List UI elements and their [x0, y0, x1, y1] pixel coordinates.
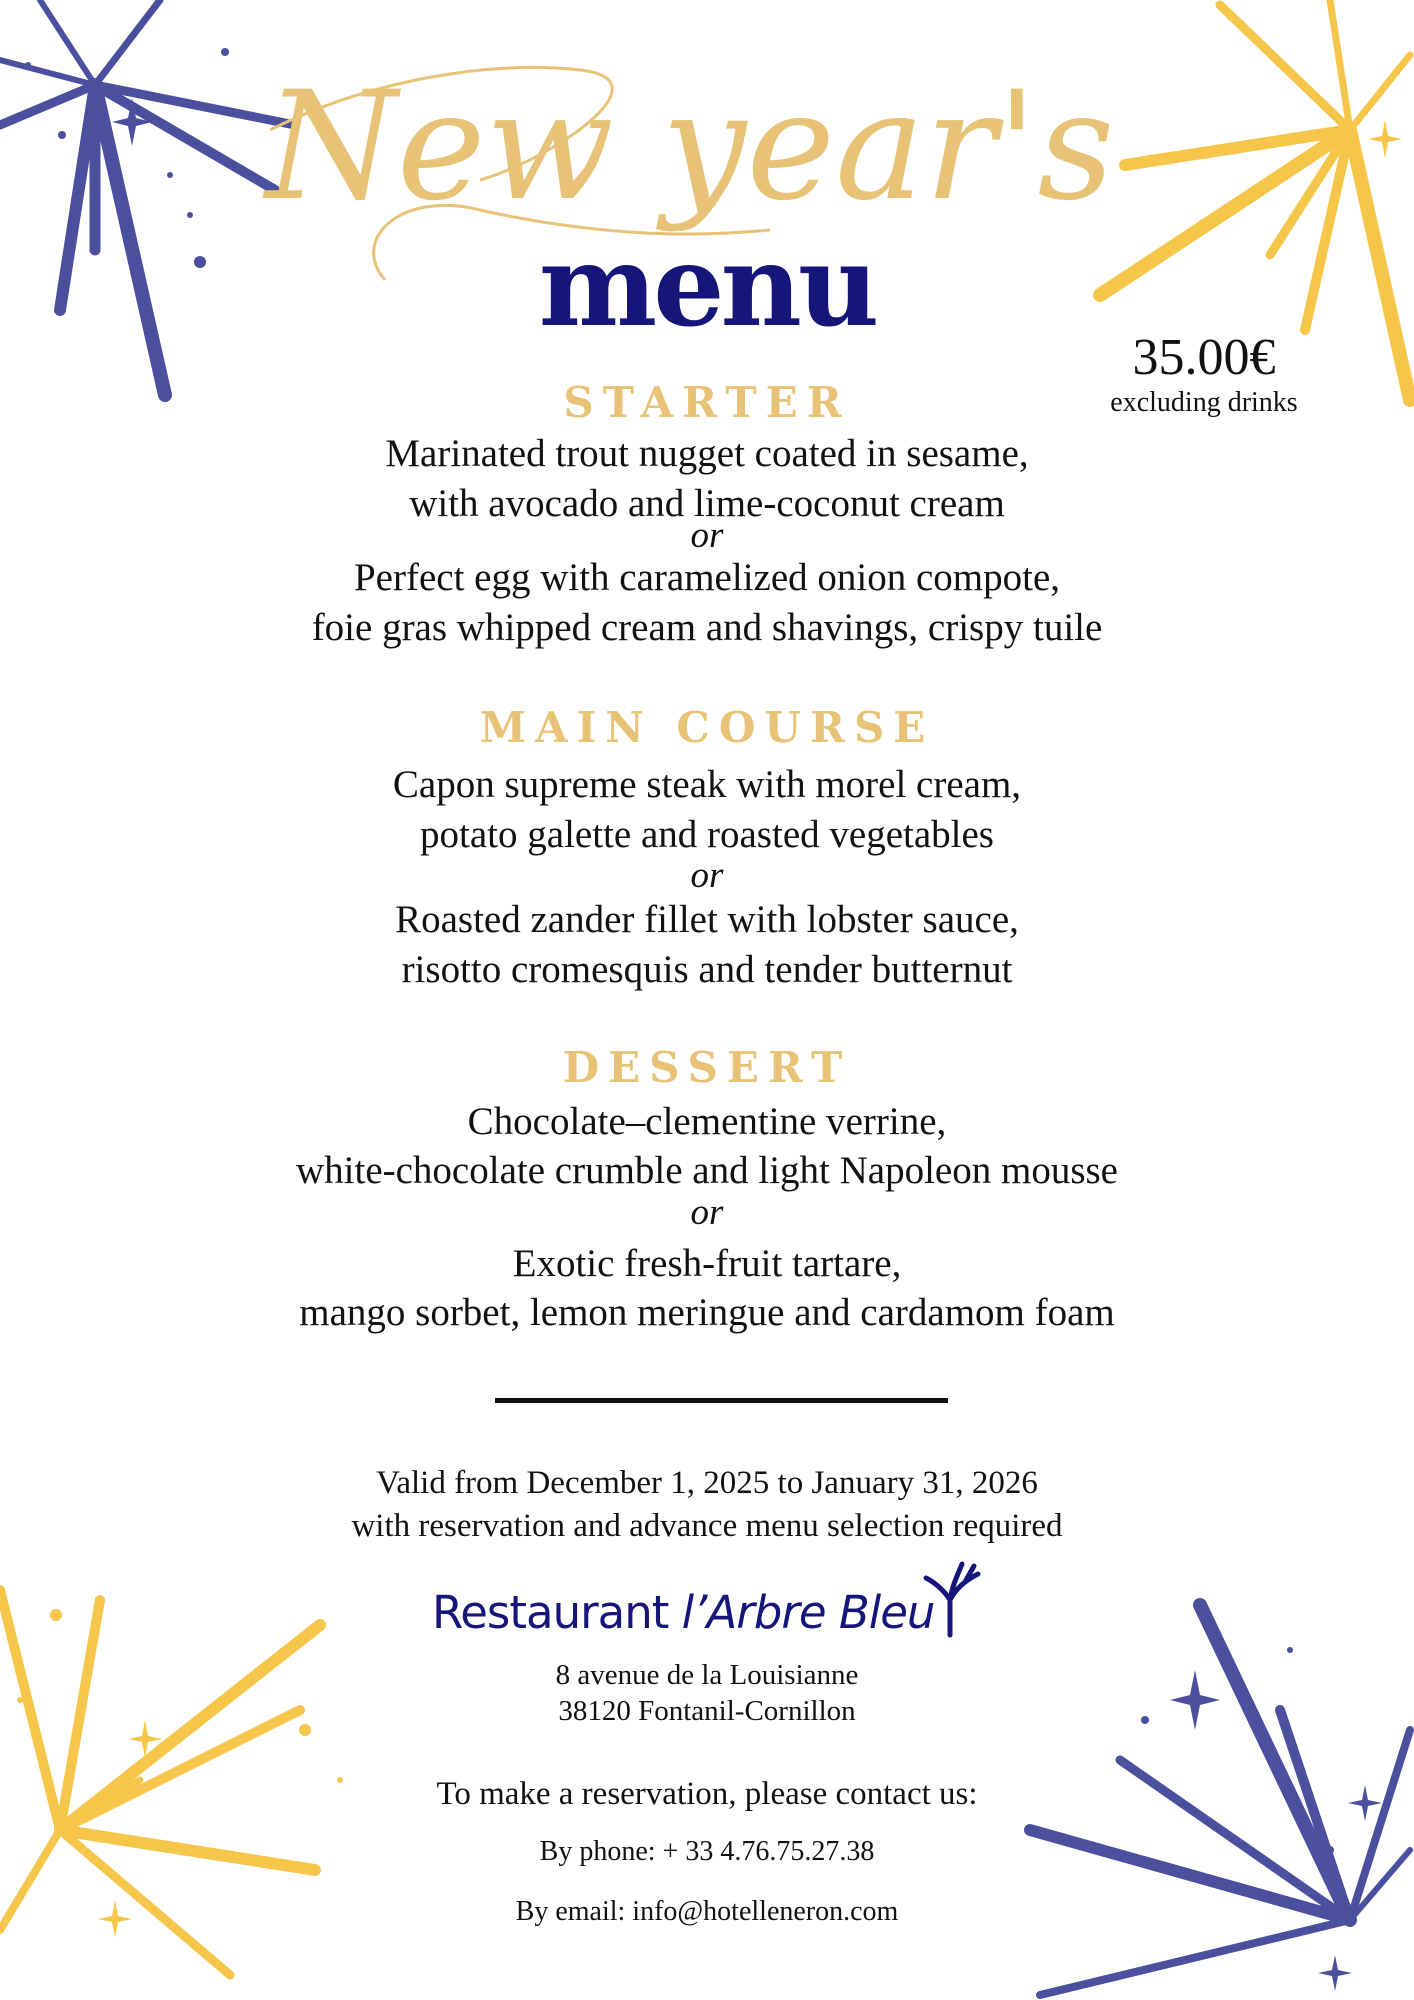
contact-email[interactable]: By email: info@hotelleneron.com	[515, 1896, 899, 1927]
menu-price: 35.00€	[1132, 329, 1276, 386]
dessert-or-separator: or	[690, 1192, 724, 1233]
main-course-section-title: MAIN COURSE	[479, 703, 935, 752]
address-line-1: 8 avenue de la Louisianne	[555, 1659, 859, 1691]
starter-dish-2-line-2: foie gras whipped cream and shavings, crispy tuile	[311, 606, 1103, 649]
starter-section-title: STARTER	[563, 378, 851, 427]
dessert-dish-2-line-1: Exotic fresh-fruit tartare,	[512, 1242, 902, 1285]
starter-dish-2-line-1: Perfect egg with caramelized onion compote,	[353, 556, 1061, 599]
starter-dish-1-line-1: Marinated trout nugget coated in sesame,	[385, 432, 1029, 475]
main-dish-1-line-1: Capon supreme steak with morel cream,	[392, 763, 1022, 806]
contact-heading: To make a reservation, please contact us:	[436, 1776, 978, 1812]
dessert-section-title: DESSERT	[562, 1043, 852, 1092]
validity-line-2: with reservation and advance menu selection required	[351, 1508, 1063, 1544]
starter-or-separator: or	[690, 515, 724, 556]
divider-line	[495, 1398, 948, 1403]
restaurant-name-main: l’Arbre Bleu	[681, 1586, 935, 1639]
price-note: excluding drinks	[1110, 387, 1298, 418]
restaurant-name	[432, 1585, 934, 1641]
address-line-2: 38120 Fontanil-Cornillon	[558, 1695, 856, 1727]
menu-heading: menu	[538, 221, 876, 352]
svg-text:New year's: New year's	[265, 60, 1115, 234]
restaurant-name-prefix: Restaurant	[432, 1586, 682, 1639]
validity-line-1: Valid from December 1, 2025 to January 31, 2026	[376, 1465, 1038, 1501]
main-dish-2-line-2: risotto cromesquis and tender butternut	[401, 948, 1013, 991]
dessert-dish-2-line-2: mango sorbet, lemon meringue and cardamom foam	[299, 1291, 1115, 1334]
dessert-dish-1-line-1: Chocolate–clementine verrine,	[467, 1100, 947, 1143]
contact-phone[interactable]: By phone: + 33 4.76.75.27.38	[539, 1836, 875, 1867]
dessert-dish-1-line-2: white-chocolate crumble and light Napoleon mousse	[295, 1149, 1118, 1192]
main-dish-2-line-1: Roasted zander fillet with lobster sauce,	[395, 898, 1019, 941]
main-or-separator: or	[690, 855, 724, 896]
main-dish-1-line-2: potato galette and roasted vegetables	[420, 813, 994, 856]
tree-icon	[922, 1560, 982, 1640]
starter-dish-1-line-2: with avocado and lime-coconut cream	[409, 482, 1005, 525]
